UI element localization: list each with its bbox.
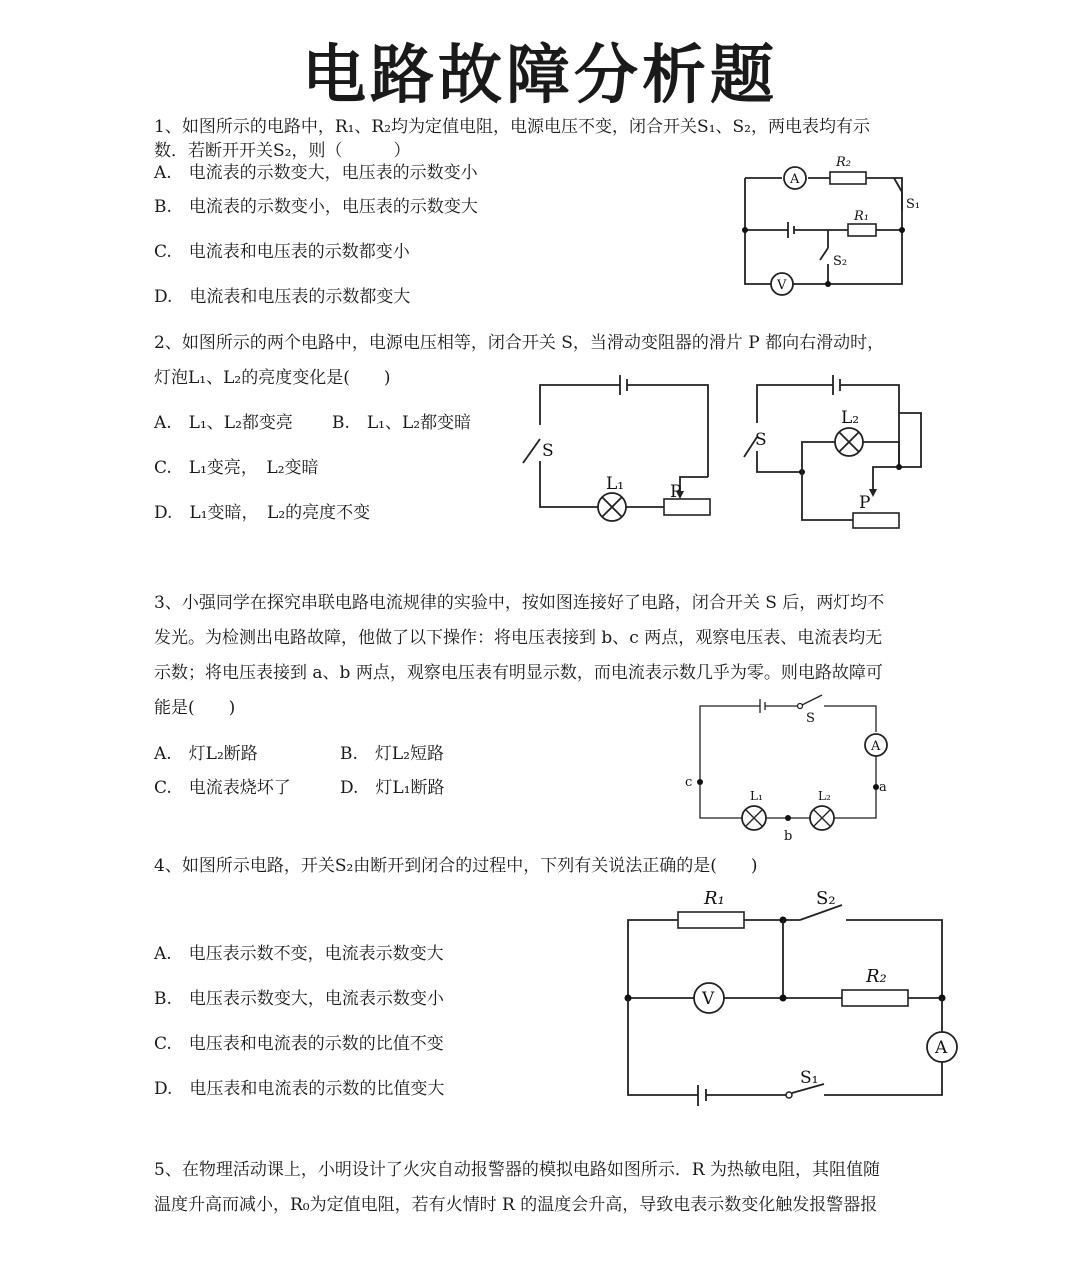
q2-stem-line2: 灯泡L₁、L₂的亮度变化是( ) (154, 368, 391, 388)
q4-option-c[interactable]: C. 电压表和电流表的示数的比值不变 (154, 1034, 444, 1054)
q3-point-b: b (784, 829, 793, 844)
q3-option-a[interactable]: A. 灯L₂断路 (154, 744, 258, 764)
q3-stem-line3: 示数；将电压表接到 a、b 两点，观察电压表有明显示数，而电流表示数几乎为零。则电路故障可 (154, 663, 883, 683)
q2-right-p-label: P (859, 493, 871, 513)
q2-circuit-left (520, 365, 720, 530)
q3-stem-line1: 3、小强同学在探究串联电路电流规律的实验中，按如图连接好了电路，闭合开关 S 后，两灯均不 (154, 593, 885, 613)
q1-s1-label: S₁ (906, 197, 921, 212)
q2-circuit-right (735, 365, 935, 535)
q1-r2-resistor (830, 172, 866, 184)
q1-r1-resistor (848, 224, 876, 236)
q3-s-label: S (806, 711, 815, 726)
q1-s1-switch (894, 178, 902, 192)
q3-point-a: a (879, 780, 887, 795)
q2-option-c[interactable]: C. L₁变亮， L₂变暗 (154, 458, 319, 478)
q4-option-d[interactable]: D. 电压表和电流表的示数的比值变大 (154, 1079, 445, 1099)
q2-left-p-label: P (670, 482, 682, 502)
q2-right-rheostat (853, 513, 899, 528)
q4-s2-label: S₂ (816, 888, 836, 909)
q1-outer-wire (745, 178, 902, 284)
q1-option-c[interactable]: C. 电流表和电压表的示数都变小 (154, 242, 410, 262)
q2-right-s-label: S (755, 430, 767, 450)
q5-stem-line2: 温度升高而减小，R₀为定值电阻，若有火情时 R 的温度会升高，导致电表示数变化触发报警器报 (154, 1195, 878, 1215)
q4-r1-resistor (678, 912, 744, 928)
q2-l1-label: L₁ (606, 474, 625, 494)
q1-voltmeter-label: V (777, 278, 787, 293)
q4-ammeter-label: A (935, 1038, 948, 1058)
q3-ammeter-label: A (871, 739, 881, 754)
q1-s2-label: S₂ (833, 254, 848, 269)
q4-s1-label: S₁ (800, 1068, 819, 1088)
q5-stem-line1: 5、在物理活动课上，小明设计了火灾自动报警器的模拟电路如图所示．R 为热敏电阻，其阻值随 (154, 1160, 881, 1180)
q2-option-a[interactable]: A. L₁、L₂都变亮 (154, 413, 293, 433)
q3-circuit-diagram (680, 690, 900, 850)
q1-circuit-diagram (730, 150, 930, 300)
page-title: 电路故障分析题 (302, 39, 778, 113)
q4-circuit-diagram (610, 880, 970, 1110)
q1-option-b[interactable]: B. 电流表的示数变小，电压表的示数变大 (154, 197, 478, 217)
q1-stem-line2: 数．若断开开关S₂，则（ ） (154, 141, 411, 161)
q1-option-a[interactable]: A. 电流表的示数变大，电压表的示数变小 (154, 163, 478, 183)
q4-stem-line1: 4、如图所示电路，开关S₂由断开到闭合的过程中，下列有关说法正确的是( ) (154, 856, 758, 876)
q1-s2-switch (820, 248, 828, 260)
q1-stem-line1: 1、如图所示的电路中，R₁、R₂均为定值电阻，电源电压不变，闭合开关S₁、S₂，两电表均有示 (154, 117, 870, 137)
q3-stem-line4: 能是( ) (154, 698, 236, 718)
q1-r2-label: R₂ (836, 155, 851, 170)
q1-ammeter-label: A (790, 172, 800, 187)
q4-option-b[interactable]: B. 电压表示数变大，电流表示数变小 (154, 989, 444, 1009)
q3-option-b[interactable]: B. 灯L₂短路 (340, 744, 445, 764)
q4-r1-label: R₁ (704, 888, 725, 909)
q3-switch-s (802, 695, 822, 705)
q4-r2-label: R₂ (866, 966, 887, 987)
q4-option-a[interactable]: A. 电压表示数不变，电流表示数变大 (154, 944, 444, 964)
q1-option-d[interactable]: D. 电流表和电压表的示数都变大 (154, 287, 411, 307)
q4-r2-resistor (842, 990, 908, 1006)
q3-option-c[interactable]: C. 电流表烧坏了 (154, 778, 291, 798)
q2-left-switch (523, 439, 540, 463)
q2-left-s-label: S (542, 441, 554, 461)
q3-l1-label: L₁ (750, 789, 763, 803)
q2-option-d[interactable]: D. L₁变暗， L₂的亮度不变 (154, 503, 371, 523)
q3-l2-label: L₂ (818, 789, 831, 803)
q3-point-c: c (685, 775, 693, 790)
q3-option-d[interactable]: D. 灯L₁断路 (340, 778, 445, 798)
q2-l2-label: L₂ (841, 408, 860, 428)
q1-r1-label: R₁ (854, 209, 869, 224)
q2-option-b[interactable]: B. L₁、L₂都变暗 (332, 413, 472, 433)
q4-voltmeter-label: V (702, 989, 715, 1009)
q3-stem-line2: 发光。为检测出电路故障，他做了以下操作：将电压表接到 b、c 两点，观察电压表、电流表均无 (154, 628, 883, 648)
q2-stem-line1: 2、如图所示的两个电路中，电源电压相等，闭合开关 S，当滑动变阻器的滑片 P 都向右滑动时， (154, 333, 885, 353)
